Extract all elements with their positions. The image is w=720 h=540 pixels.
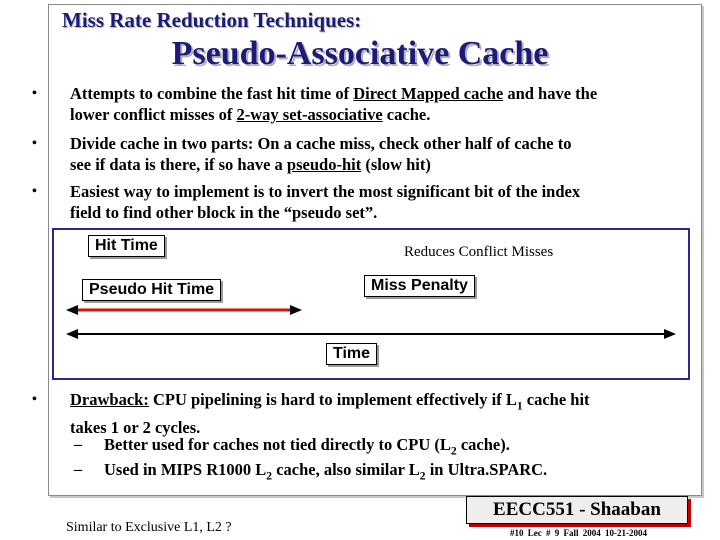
sub-bullet-dash: –	[74, 436, 82, 453]
course-badge: EECC551 - Shaaban	[466, 496, 688, 524]
reduces-conflict-note: Reduces Conflict Misses	[404, 244, 554, 260]
bullet-marker: •	[32, 136, 37, 151]
slide-number: #10	[510, 528, 524, 538]
slide-title: Pseudo-Associative Cache	[171, 35, 549, 72]
slide-supertitle: Miss Rate Reduction Techniques:	[62, 8, 362, 32]
bullet-marker: •	[32, 392, 37, 407]
bullet-marker: •	[32, 184, 37, 199]
bullet-marker: •	[32, 86, 37, 101]
term-label: Fall 2004	[563, 528, 601, 538]
drawback-text: Drawback: CPU pipelining is hard to implement effectively if $L_1$ cache hit takes 1 or 2 cycles.	[70, 390, 590, 438]
lecture-number: Lec # 9	[527, 528, 560, 538]
drawback-sub-1: Better used for caches not tied directly to CPU ($L_2$ cache).	[104, 435, 510, 458]
footer-note: Similar to Exclusive L1, L2 ?	[66, 520, 232, 535]
slide-info	[510, 528, 647, 538]
slide-date: 10-21-2004	[605, 528, 647, 538]
bullet-1-text: Attempts to combine the fast hit time of Direct Mapped cache and have the lower conflict misses of 2-way set-associative cache.	[70, 84, 598, 124]
sub-bullet-dash: –	[74, 461, 82, 478]
pseudo-hit-time-box: Pseudo Hit Time	[82, 279, 221, 301]
timing-diagram	[52, 228, 690, 380]
drawback-sub-2: Used in MIPS R1000 $L_2$ cache, also similar $L_2$ in Ultra.SPARC.	[104, 460, 548, 483]
hit-time-box: Hit Time	[88, 235, 165, 257]
bullet-2-text: Divide cache in two parts: On a cache miss, check other half of cache to see if data is there, if so have a pseudo-hit (slow hit)	[70, 134, 572, 174]
bullet-3-text: Easiest way to implement is to invert the most significant bit of the index field to find other block in the “pseudo set”.	[70, 182, 581, 222]
miss-penalty-box: Miss Penalty	[364, 275, 475, 297]
time-axis-arrow	[66, 329, 676, 339]
pseudo-hit-arrow	[66, 305, 302, 315]
time-axis-label: Time	[326, 343, 377, 365]
